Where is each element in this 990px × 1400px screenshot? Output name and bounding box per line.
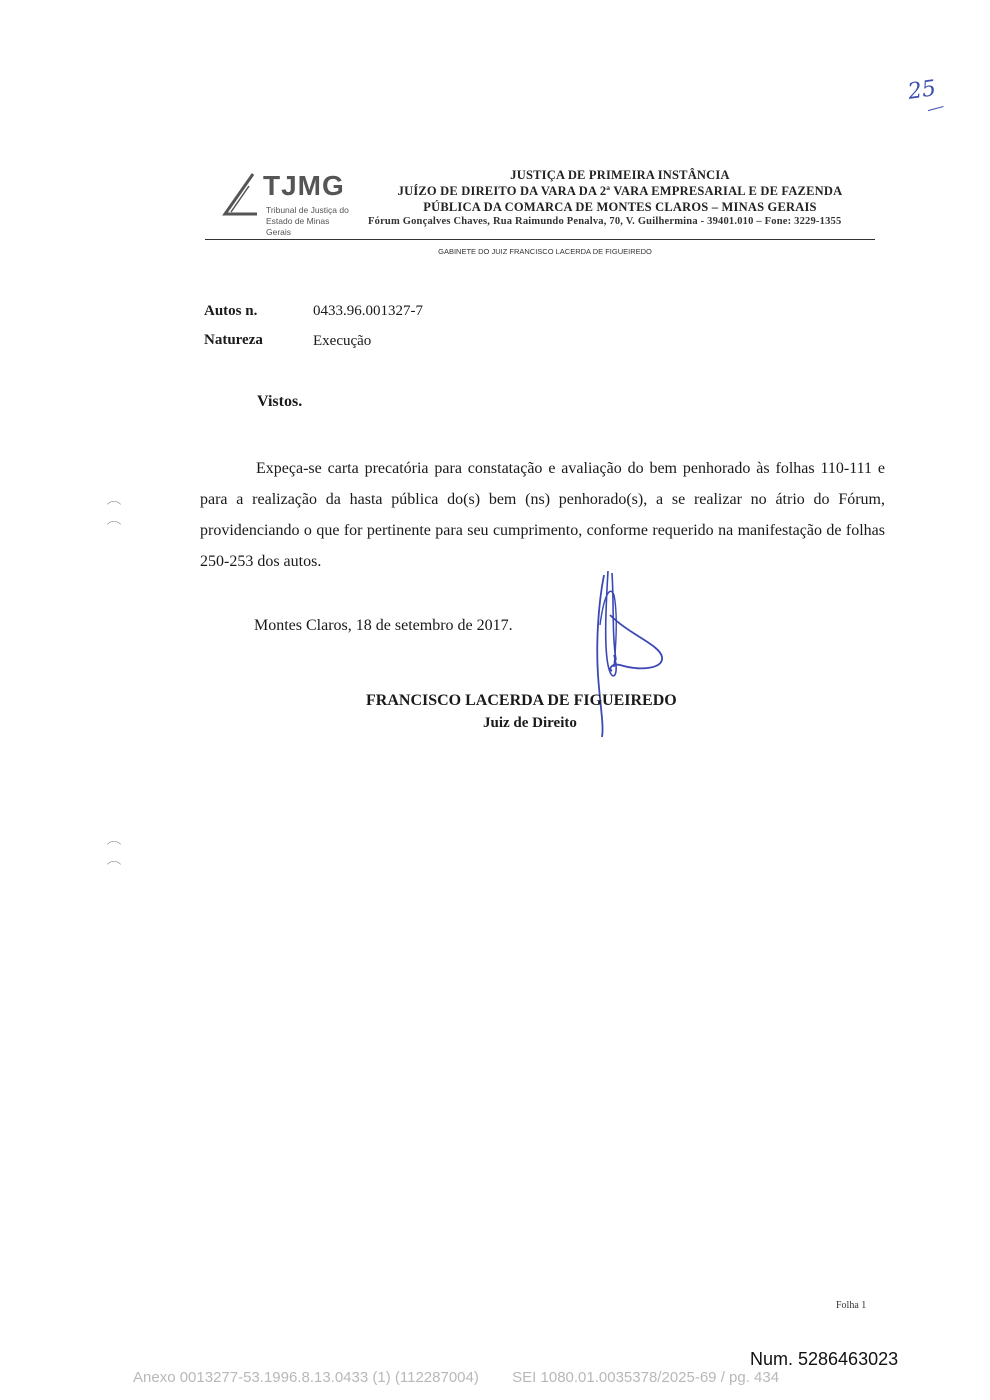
natureza-value: Execução — [313, 333, 372, 349]
signer-role: Juiz de Direito — [483, 715, 577, 731]
page-folha-label: Folha 1 — [836, 1300, 867, 1311]
order-paragraph-text: Expeça-se carta precatória para constatação e avaliação do bem penhorado às folhas 110-111 e para a realização da hasta pública do(s) bem (ns) penhorado(s), a se realizar no átrio do Fórum, providenciando o que for pertinente para seu cumprimento, conforme requerido na manifestação de folhas 250-253 dos autos. — [200, 460, 885, 570]
document-number: Num. 5286463023 — [750, 1349, 899, 1369]
header-divider — [205, 239, 875, 240]
tjmg-logo-subtitle-line2: Estado de Minas Gerais — [266, 216, 330, 237]
handwritten-page-number: 25 — [906, 76, 938, 105]
signer-name: FRANCISCO LACERDA DE FIGUEIREDO — [366, 692, 677, 709]
natureza-label: Natureza — [204, 332, 263, 348]
tjmg-logo-text: TJMG — [263, 170, 345, 201]
tjmg-logo-subtitle-line1: Tribunal de Justiça do — [266, 205, 349, 215]
punch-hole-mark-icon — [100, 495, 128, 535]
header-court-name-1: JUÍZO DE DIREITO DA VARA DA 2ª VARA EMPRESARIAL E DE FAZENDA — [397, 184, 843, 198]
tjmg-logo-subtitle — [266, 205, 356, 238]
order-paragraph — [200, 453, 885, 577]
header-address: Fórum Gonçalves Chaves, Rua Raimundo Penalva, 70, V. Guilhermina - 39401.010 – Fone: 3229-1355 — [368, 216, 842, 227]
tjmg-triangle-logo-icon — [219, 172, 259, 218]
date-line: Montes Claros, 18 de setembro de 2017. — [254, 617, 513, 634]
vistos-heading: Vistos. — [257, 393, 303, 410]
handwritten-tick-mark — [928, 106, 944, 113]
header-court-name-2: PÚBLICA DA COMARCA DE MONTES CLAROS – MINAS GERAIS — [423, 200, 817, 214]
annex-watermark: Anexo 0013277-53.1996.8.13.0433 (1) (112287004) SEI 1080.01.0035378/2025-69 / pg. 434 — [133, 1369, 780, 1386]
autos-label: Autos n. — [204, 303, 258, 319]
header-gabinete: GABINETE DO JUIZ FRANCISCO LACERDA DE FIGUEIREDO — [438, 247, 652, 256]
punch-hole-mark-icon — [100, 835, 128, 875]
autos-number: 0433.96.001327-7 — [313, 303, 423, 319]
header-court-instance: JUSTIÇA DE PRIMEIRA INSTÂNCIA — [510, 168, 730, 182]
handwritten-signature-icon — [590, 565, 670, 740]
